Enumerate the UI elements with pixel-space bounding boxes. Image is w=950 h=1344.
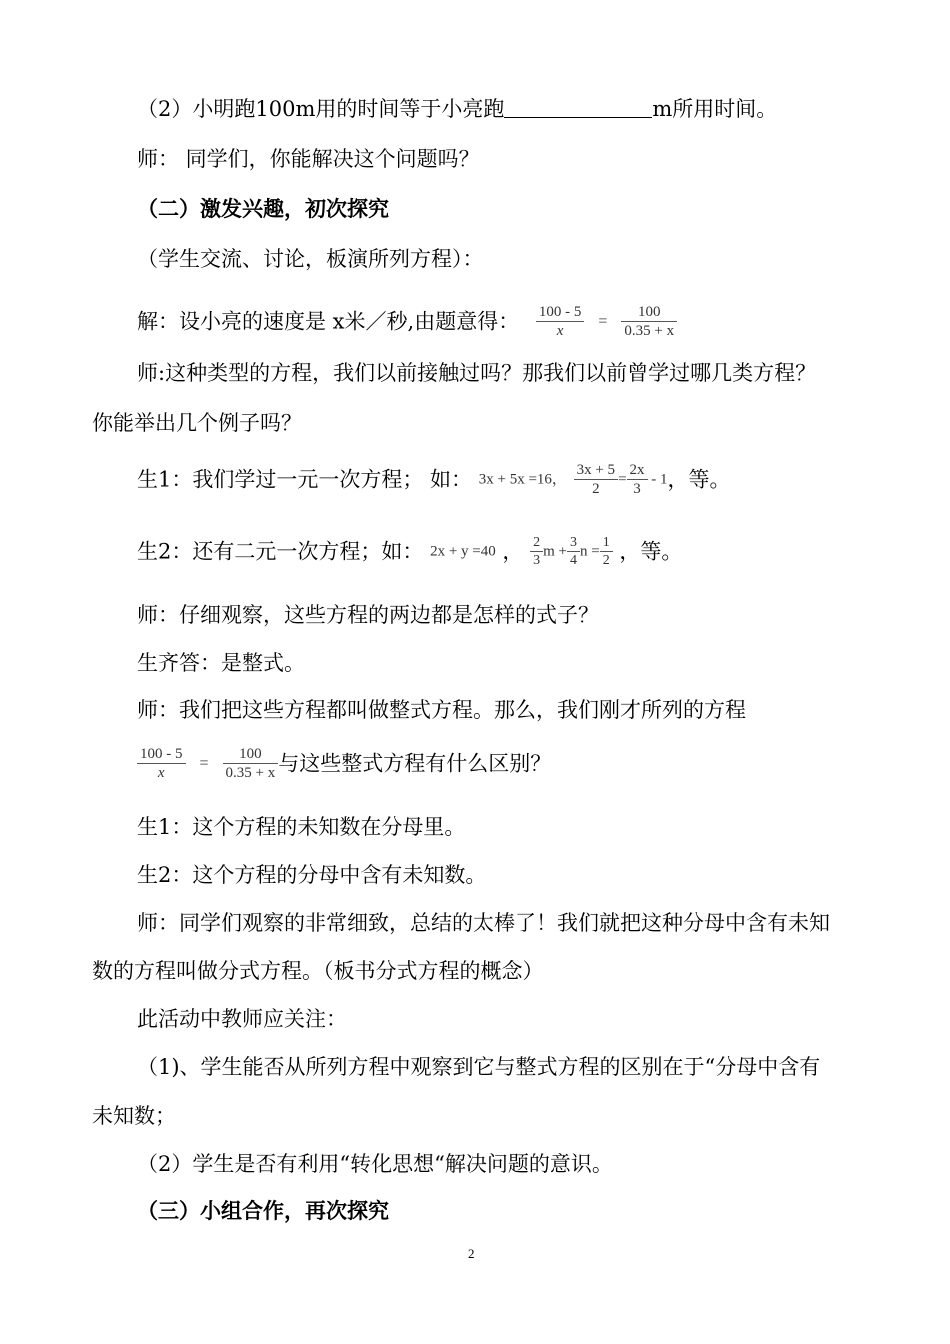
repeat-right-fraction bbox=[223, 745, 279, 782]
ex4-c-denominator: 2 bbox=[602, 553, 610, 568]
comparison-question: 与这些整式方程有什么区别？ bbox=[278, 751, 552, 776]
student1-prefix: 生1：我们学过一元一次方程； 如： bbox=[137, 467, 473, 492]
problem-text-b: m所用时间。 bbox=[652, 97, 778, 121]
ex4-frac-b bbox=[567, 534, 580, 569]
ex4-frac-c bbox=[600, 534, 613, 569]
teacher-praise-continuation: 数的方程叫做分式方程。（板书分式方程的概念） bbox=[92, 959, 544, 983]
problem-text-a: （2）小明跑100m用的时间等于小亮跑 bbox=[137, 97, 505, 121]
teacher-question-types-line: 师:这种类型的方程，我们以前接触过吗？那我们以前曾学过哪几类方程？ bbox=[137, 361, 817, 385]
repeat-left-fraction bbox=[137, 745, 186, 782]
teacher-question-continuation: 你能举出几个例子吗？ bbox=[92, 411, 302, 435]
page-number: 2 bbox=[468, 1246, 475, 1261]
solution-prefix: 解：设小亮的速度是 x米／秒,由题意得： bbox=[137, 309, 520, 334]
ex4-b-denominator: 4 bbox=[570, 553, 577, 568]
answer-blank[interactable] bbox=[504, 97, 652, 118]
linear-example-2-left bbox=[574, 461, 618, 498]
section-heading-3: （三）小组合作，再次探究 bbox=[137, 1198, 389, 1223]
equation-comparison-line bbox=[137, 742, 551, 784]
ex4-a-denominator: 3 bbox=[533, 553, 541, 568]
attention-item-1-continuation: 未知数； bbox=[92, 1104, 176, 1128]
ex2-right-numerator: 2x bbox=[627, 461, 648, 480]
ex4-a-numerator: 2 bbox=[530, 534, 543, 552]
teacher-observe-line: 师：仔细观察，这些方程的两边都是怎样的式子？ bbox=[137, 603, 599, 627]
ex4-m: m + bbox=[543, 543, 567, 560]
student-discussion-line: （学生交流、讨论，板演所列方程）： bbox=[137, 247, 484, 271]
main-equation-right-fraction bbox=[621, 303, 677, 340]
repeat-right-denominator: 0.35 + x bbox=[225, 765, 276, 781]
section-heading-2: （二）激发兴趣，初次探究 bbox=[137, 196, 389, 221]
ex4-c-numerator: 1 bbox=[600, 534, 613, 552]
students-answer-line: 生齐答：是整式。 bbox=[137, 651, 305, 675]
main-left-denominator: x bbox=[556, 323, 564, 339]
attention-item-2: （2）学生是否有利用“转化思想“解决问题的意识。 bbox=[137, 1152, 613, 1176]
linear-example-1: 3x + 5x =16， bbox=[478, 471, 567, 488]
linear-example-2-right bbox=[627, 461, 648, 498]
student2-answer-line: 生2：还有二元一次方程；如： 2x + y =40 ， $\frac{2}{3}$ m + $\frac{3}{4}$ n = $\frac{1}{2}$ ，等。 bbox=[137, 535, 683, 568]
main-left-numerator: 100 - 5 bbox=[536, 303, 585, 322]
ex2-equals: = bbox=[618, 471, 627, 488]
repeat-right-numerator: 100 bbox=[223, 745, 279, 764]
teacher-definition-line: 师：我们把这些方程都叫做整式方程。那么，我们刚才所列的方程 bbox=[137, 698, 746, 722]
two-variable-example-1: 2x + y =40 bbox=[430, 543, 496, 560]
student1-suffix: ，等。 bbox=[667, 467, 731, 492]
solution-line bbox=[137, 300, 677, 342]
ex2-right-denominator: 3 bbox=[633, 481, 641, 497]
ex2-left-numerator: 3x + 5 bbox=[574, 461, 618, 480]
attention-item-1: （1)、学生能否从所列方程中观察到它与整式方程的区别在于“分母中含有 bbox=[137, 1055, 821, 1079]
ex2-tail: - 1 bbox=[647, 471, 668, 488]
teacher-question-line: 师： 同学们，你能解决这个问题吗？ bbox=[137, 147, 480, 171]
student2-observation: 生2：这个方程的分母中含有未知数。 bbox=[137, 863, 487, 887]
problem-line-2 bbox=[137, 96, 777, 122]
main-equals-sign: = bbox=[598, 312, 608, 330]
student1-observation: 生1：这个方程的未知数在分母里。 bbox=[137, 815, 466, 839]
student2-suffix: ，等。 bbox=[612, 539, 683, 564]
student2-prefix: 生2：还有二元一次方程；如： bbox=[137, 539, 424, 564]
repeat-left-numerator: 100 - 5 bbox=[137, 745, 186, 764]
ex4-n: n = bbox=[580, 543, 600, 560]
repeat-equals-sign: = bbox=[199, 754, 209, 772]
ex4-frac-a bbox=[530, 534, 543, 569]
main-right-numerator: 100 bbox=[621, 303, 677, 322]
main-right-denominator: 0.35 + x bbox=[624, 323, 675, 339]
attention-heading: 此活动中教师应关注： bbox=[137, 1007, 347, 1031]
ex4-b-numerator: 3 bbox=[567, 534, 580, 552]
student1-answer-line bbox=[137, 458, 731, 500]
main-equation-left-fraction bbox=[536, 303, 585, 340]
ex2-left-denominator: 2 bbox=[592, 481, 600, 497]
repeat-left-denominator: x bbox=[157, 765, 165, 781]
teacher-praise-line: 师：同学们观察的非常细致，总结的太棒了！我们就把这种分母中含有未知 bbox=[137, 911, 830, 935]
